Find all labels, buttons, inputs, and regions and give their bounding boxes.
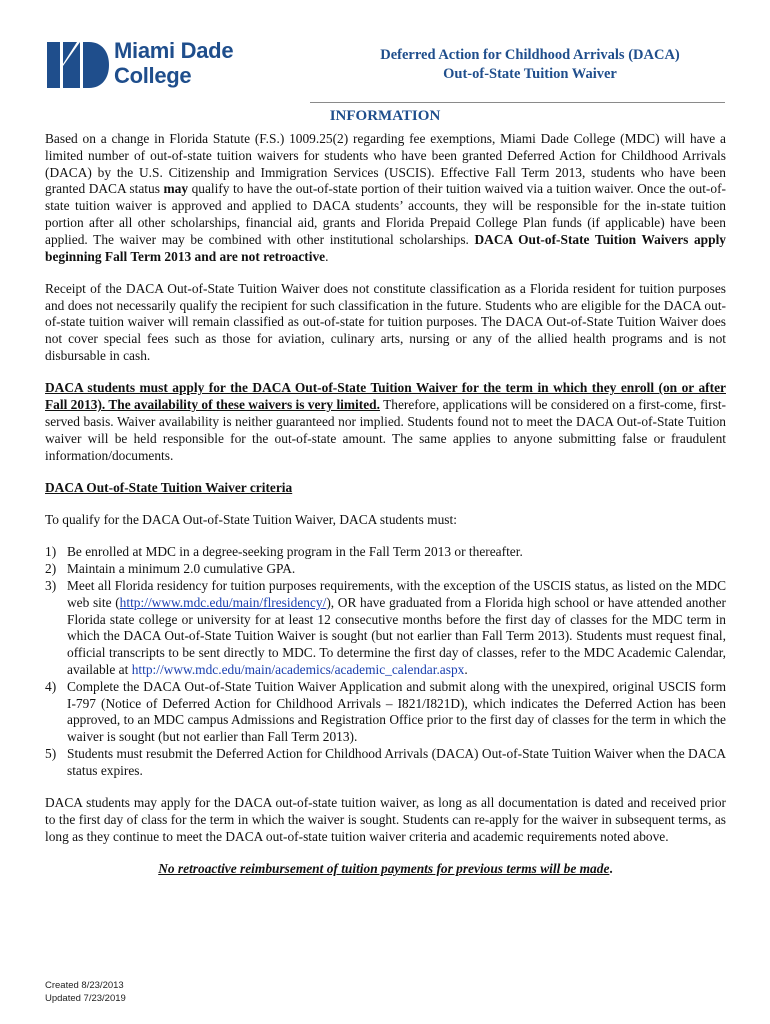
title-line-2: Out-of-State Tuition Waiver [443,66,617,82]
para3-text: Therefore, applications will be considered on a first-come, first-served basis. Waiver availability is neither guaranteed nor implied. Students found not to meet the DACA Out-of-State Tuition waiver will be held responsible for the out-of-state amount. The same applies to anyone submitting false or fraudulent information/documents. [45,397,726,463]
list-item-text: Be enrolled at MDC in a degree-seeking program in the Fall Term 2013 or thereafter. [67,544,523,560]
closing-note: No retroactive reimbursement of tuition payments for previous terms will be made [158,860,610,876]
criteria-heading [45,480,726,497]
list-item-number: 3) [45,578,57,594]
list-item [45,578,726,679]
document-title [300,46,760,84]
document-body [45,131,726,893]
list-item [45,679,726,746]
list-item-text: Students must resubmit the Deferred Action for Childhood Arrivals (DACA) Out-of-State Tuition Waiver when the DACA status expires. [67,746,726,778]
list-item [45,561,726,578]
section-heading-information: INFORMATION [329,108,441,124]
closing-note-line [45,861,726,878]
para1-bold-statement: DACA Out-of-State Tuition Waivers apply beginning Fall Term 2013 and are not retroactive [45,231,726,264]
created-date: Created 8/23/2013 [45,980,124,991]
para1-text-2: qualify to have the out-of-state portion of their tuition waived via a tuition waiver. Once the out-of-state tuition waiver is approved and applied to DACA students’ accounts, they will be responsible for the in-state tuition portion after all other scholarships, financial aid, grants and Florida Prepaid College Plan funds (if applicable) have been applied. The waiver may be combined with other institutional scholarships. [45,181,727,247]
paragraph-fee-exemption [45,131,726,265]
list-item-text-end: . [464,662,468,678]
mdc-logo-mark-icon [47,42,109,88]
criteria-list [45,544,726,779]
title-line-1: Deferred Action for Childhood Arrivals (DACA) [380,47,680,63]
para3-bold-underlined: DACA students must apply for the DACA Out-of-State Tuition Waiver for the term in which they enroll (on or after Fall 2013). The availability of these waivers is very limited. [45,380,726,413]
mdc-logo [47,38,247,90]
logo-line-2: College [114,63,192,88]
paragraph-reapply: DACA students may apply for the DACA out-of-state tuition waiver, as long as all documentation is dated and received prior to the first day of class for the term in which the waiver is sought. Students can re-apply for the waiver in subsequent terms, as long as they continue to meet the DACA out-of-state tuition waiver criteria and academic requirements noted above. [45,795,726,844]
paragraph-availability [45,380,726,464]
closing-note-end: . [609,860,613,876]
updated-date: Updated 7/23/2019 [45,993,126,1004]
logo-wordmark [114,38,233,88]
list-item-text: Meet all Florida residency for tuition purposes requirements, with the exception of the USCIS status, as listed on the MDC web site ( [67,578,726,610]
list-item-text: Complete the DACA Out-of-State Tuition Waiver Application and submit along with the unexpired, original USCIS form I-797 (Notice of Deferred Action for Childhood Arrivals – I821/I821D), which indicates the Deferred Action has been approved, to an MDC campus Admissions and Registration Office prior to the first day of classes for the term in which the waiver is sought (but not earlier than Fall Term 2013). [67,678,726,745]
flresidency-link[interactable]: http://www.mdc.edu/main/flresidency/ [119,594,327,610]
list-item-number: 2) [45,561,57,577]
list-item [45,544,726,561]
para1-text: Based on a change in Florida Statute (F.S.) 1009.25(2) regarding fee exemptions, Miami Dade College (MDC) will have a limited number of out-of-state tuition waivers for students who have been granted Deferred Action for Childhood Arrivals (DACA) by the U.S. Citizenship and Immigration Services (USCIS). Effective Fall Term 2013, students who have been granted DACA status [45,131,726,197]
list-item-number: 5) [45,746,57,761]
list-item-text: Maintain a minimum 2.0 cumulative GPA. [67,561,296,577]
header-divider [310,102,725,103]
para1-bold-may: may [163,181,189,197]
list-item-number: 4) [45,678,57,694]
criteria-intro: To qualify for the DACA Out-of-State Tuition Waiver, DACA students must: [45,512,457,528]
list-item-text-cont: ), OR have graduated from a Florida high school or have attended another Florida state college or university for at least 12 consecutive months before the first day of classes for the MDC term in which the DACA Out-of-State Tuition Waiver is sought (but not earlier than Fall Term 2013). Students must request final, official transcripts to be sent directly to MDC. To determine the first day of classes, refer to the MDC Academic Calendar, available at [67,594,726,678]
logo-line-1: Miami Dade [114,38,234,63]
para1-end: . [325,248,329,264]
academic-calendar-link[interactable]: http://www.mdc.edu/main/academics/academic_calendar.aspx [131,662,465,678]
list-item [45,746,726,780]
list-item-number: 1) [45,544,57,560]
paragraph-residency: Receipt of the DACA Out-of-State Tuition Waiver does not constitute classification as a Florida resident for tuition purposes and does not necessarily qualify the recipient for such classification in the future. Students who are eligible for the DACA out-of-state tuition waiver will remain classified as out-of-state for tuition purposes. The DACA Out-of-State Tuition Waiver does not cover special fees such as those for aviation, culinary arts, nursing or any of the allied health programs and is not disbursable in cash. [45,280,726,364]
document-footer [45,979,126,1005]
criteria-heading-text: DACA Out-of-State Tuition Waiver criteria [45,479,293,495]
